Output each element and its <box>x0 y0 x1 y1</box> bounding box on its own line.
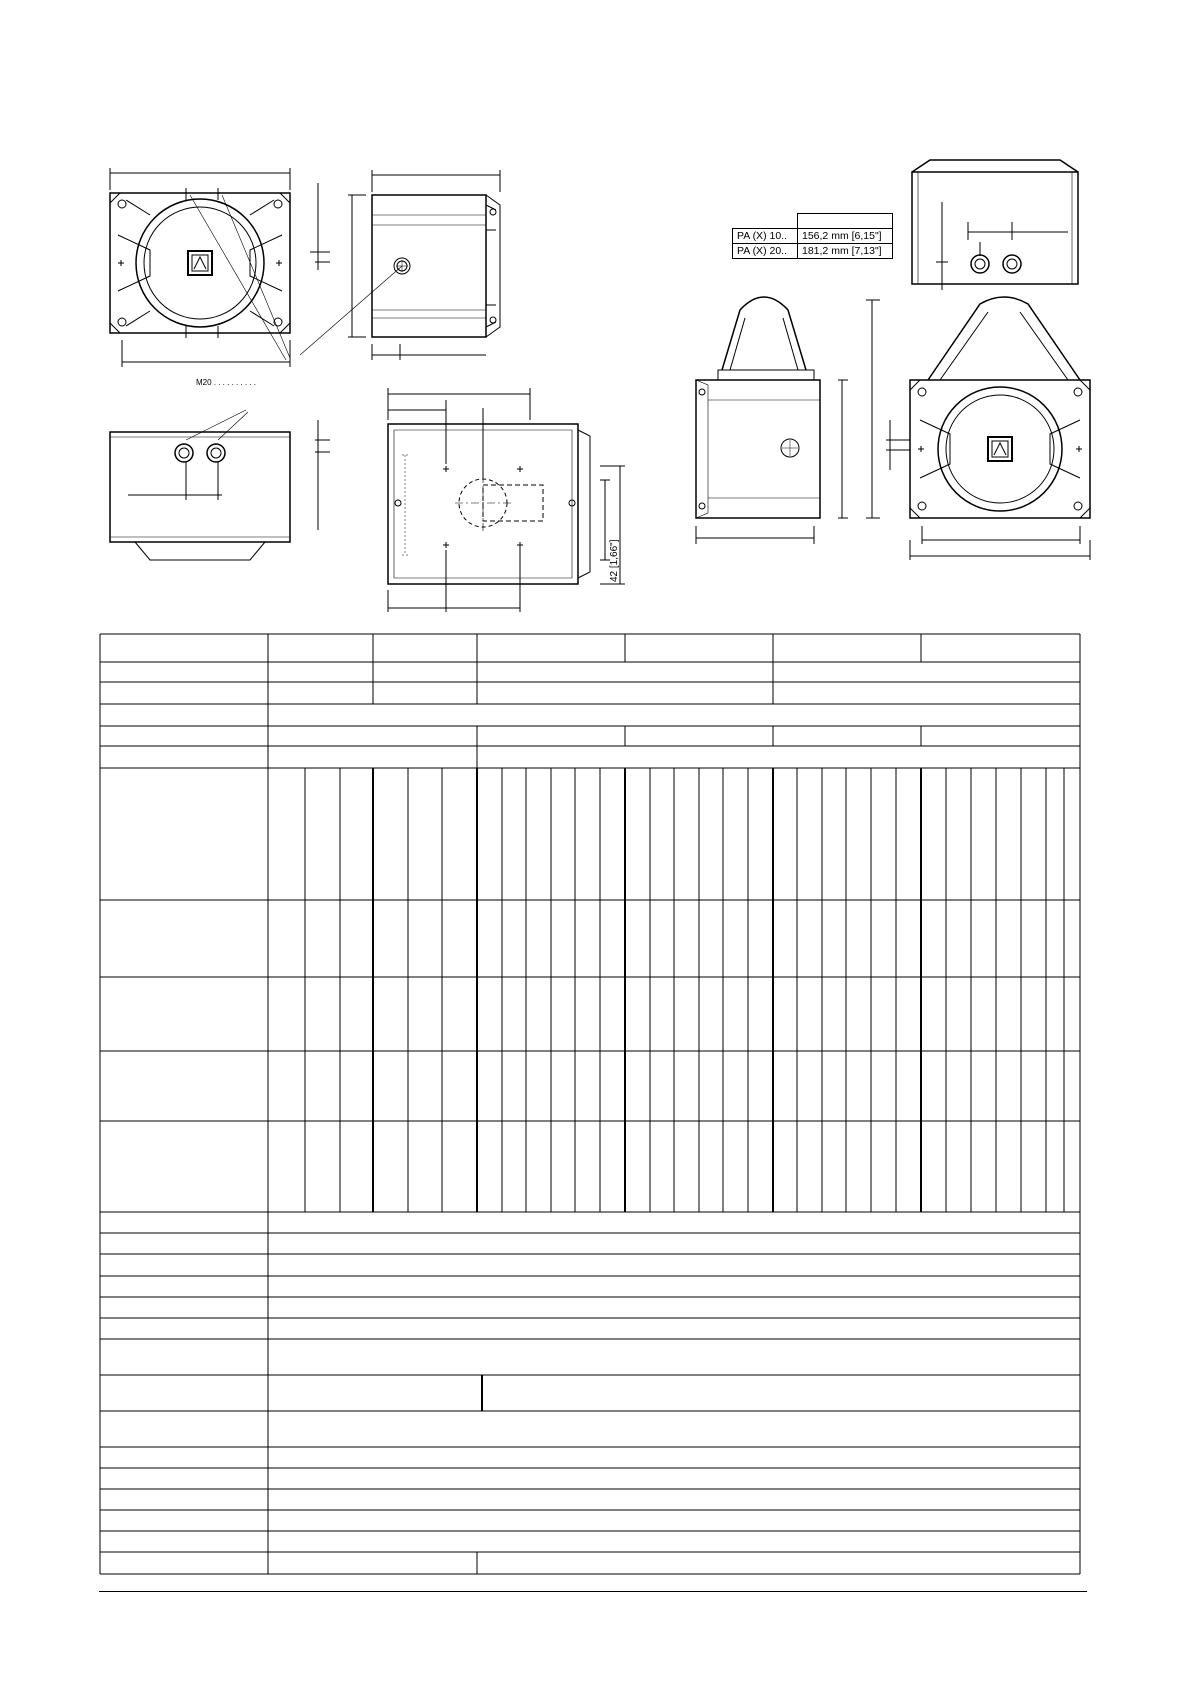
value-cell: 156,2 mm [6,15"] <box>798 229 893 244</box>
dimension-table-header <box>733 214 893 229</box>
cable-entry-note: M20 . . . . . . . . . . <box>196 378 257 387</box>
dimension-label: 42 [1,66"] <box>609 539 620 582</box>
side-view <box>300 170 500 360</box>
side-elevation-horn <box>696 297 848 544</box>
dimension-table-header-cell <box>798 214 893 229</box>
spec-grid-lines <box>100 634 1080 1574</box>
model-cell: PA (X) 20.. <box>733 244 798 259</box>
specification-table <box>0 630 1191 1630</box>
model-cell: PA (X) 10.. <box>733 229 798 244</box>
front-elevation-horn <box>866 297 1090 560</box>
dimension-table <box>732 213 893 259</box>
footer-rule <box>99 1591 1087 1592</box>
dimension-table-row <box>733 244 893 259</box>
value-cell: 181,2 mm [7,13"] <box>798 244 893 259</box>
rear-view <box>110 410 330 560</box>
technical-drawings <box>0 0 1191 630</box>
front-view <box>110 168 330 367</box>
top-elevation <box>912 160 1078 290</box>
dimension-table-row <box>733 229 893 244</box>
mounting-view <box>388 388 625 612</box>
